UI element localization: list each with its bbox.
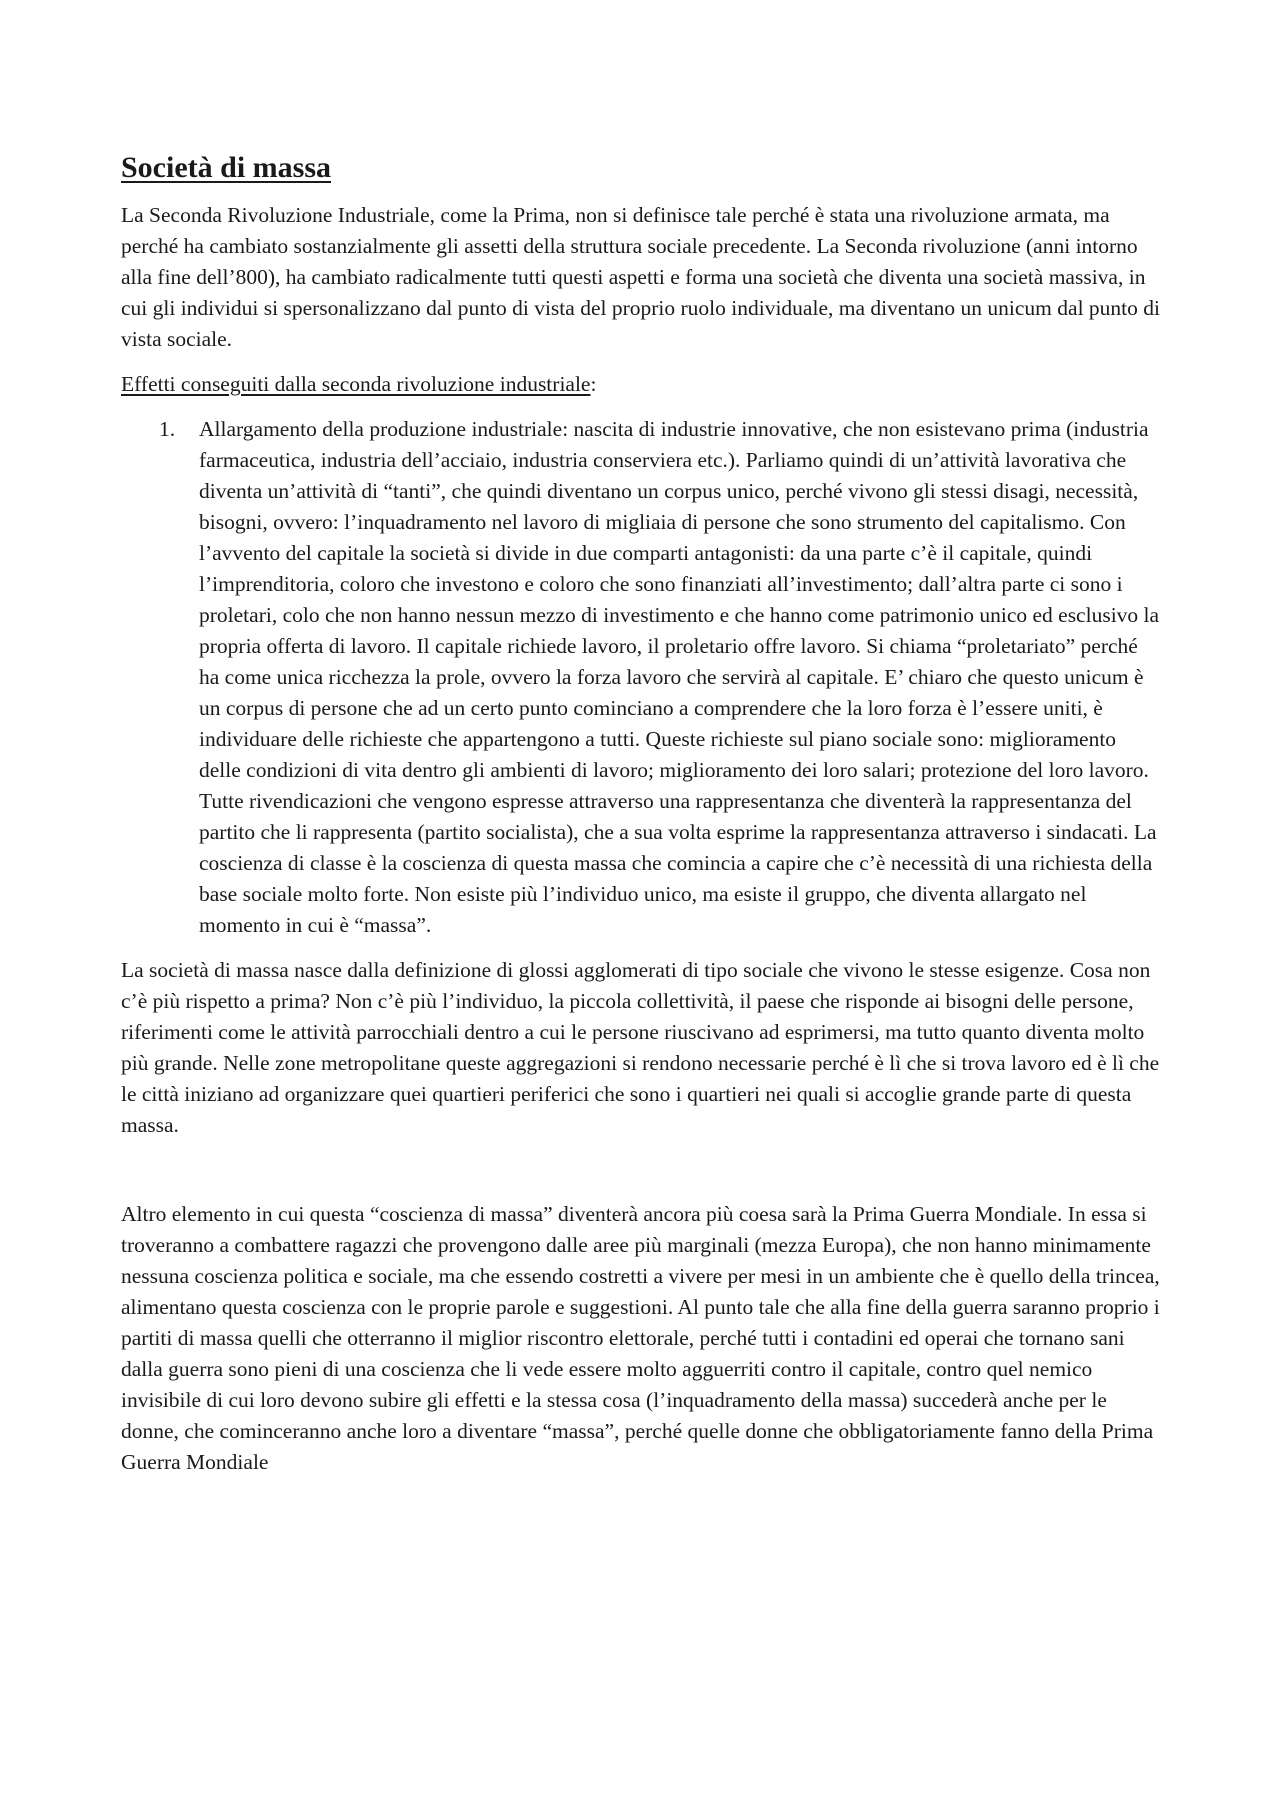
effects-list: [121, 414, 1161, 941]
document-page: [121, 150, 1161, 1492]
effects-heading-text: Effetti conseguiti dalla seconda rivoluzione industriale: [121, 372, 591, 396]
effects-heading: [121, 369, 1161, 400]
list-item-number: 1.: [159, 417, 176, 441]
first-world-war-paragraph: Altro elemento in cui questa “coscienza di massa” diventerà ancora più coesa sarà la Prima Guerra Mondiale. In essa si troveranno a combattere ragazzi che provengono dalle aree più marginali (mezza Europa), che non hanno minimamente nessuna coscienza politica e sociale, ma che essendo costretti a vivere per mesi in un ambiente che è quello della trincea, alimentano questa coscienza con le proprie parole e suggestioni. Al punto tale che alla fine della guerra saranno proprio i partiti di massa quelli che otterranno il miglior riscontro elettorale, perché tutti i contadini ed operai che tornano sani dalla guerra sono pieni di una coscienza che li vede essere molto agguerriti contro il capitale, contro quel nemico invisibile di cui loro devono subire gli effetti e la stessa cosa (l’inquadramento della massa) succederà anche per le donne, che cominceranno anche loro a diventare “massa”, perché quelle donne che obbligatoriamente fanno della Prima Guerra Mondiale: [121, 1202, 1160, 1474]
document-title: Società di massa: [121, 151, 331, 184]
intro-paragraph: La Seconda Rivoluzione Industriale, come la Prima, non si definisce tale perché è stata una rivoluzione armata, ma perché ha cambiato sostanzialmente gli assetti della struttura sociale precedente. La Seconda rivoluzione (anni intorno alla fine dell’800), ha cambiato radicalmente tutti questi aspetti e forma una società che diventa una società massiva, in cui gli individui si spersonalizzano dal punto di vista del proprio ruolo individuale, ma diventano un unicum dal punto di vista sociale.: [121, 203, 1160, 351]
paragraph-spacer: [121, 1155, 1161, 1199]
mass-society-paragraph: La società di massa nasce dalla definizione di glossi agglomerati di tipo sociale che vivono le stesse esigenze. Cosa non c’è più rispetto a prima? Non c’è più l’individuo, la piccola collettività, il paese che risponde ai bisogni delle persone, riferimenti come le attività parrocchiali dentro a cui le persone riuscivano ad esprimersi, ma tutto quanto diventa molto più grande. Nelle zone metropolitane queste aggregazioni si rendono necessarie perché è lì che si trova lavoro ed è lì che le città iniziano ad organizzare quei quartieri periferici che sono i quartieri nei quali si accoglie grande parte di questa massa.: [121, 958, 1160, 1137]
effects-heading-colon: :: [590, 372, 597, 396]
list-item: [121, 414, 1161, 941]
list-item-text: Allargamento della produzione industriale: nascita di industrie innovative, che non esistevano prima (industria farmaceutica, industria dell’acciaio, industria conserviera etc.). Parliamo quindi di un’attività lavorativa che diventa un’attività di “tanti”, che quindi diventano un corpus unico, perché vivono gli stessi disagi, necessità, bisogni, ovvero: l’inquadramento nel lavoro di migliaia di persone che sono strumento del capitalismo. Con l’avvento del capitale la società si divide in due comparti antagonisti: da una parte c’è il capitale, quindi l’imprenditoria, coloro che investono e coloro che sono finanziati all’investimento; dall’altra parte ci sono i proletari, colo che non hanno nessun mezzo di investimento e che hanno come patrimonio unico ed esclusivo la propria offerta di lavoro. Il capitale richiede lavoro, il proletario offre lavoro. Si chiama “proletariato” perché ha come unica ricchezza la prole, ovvero la forza lavoro che servirà al capitale. E’ chiaro che questo unicum è un corpus di persone che ad un certo punto cominciano a comprendere che la loro forza è l’essere uniti, è individuare delle richieste che appartengono a tutti. Queste richieste sul piano sociale sono: miglioramento delle condizioni di vita dentro gli ambienti di lavoro; miglioramento dei loro salari; protezione del loro lavoro. Tutte rivendicazioni che vengono espresse attraverso una rappresentanza che diventerà la rappresentanza del partito che li rappresenta (partito socialista), che a sua volta esprime la rappresentanza attraverso i sindacati. La coscienza di classe è la coscienza di questa massa che comincia a capire che c’è necessità di una richiesta della base sociale molto forte. Non esiste più l’individuo unico, ma esiste il gruppo, che diventa allargato nel momento in cui è “massa”.: [199, 417, 1160, 937]
